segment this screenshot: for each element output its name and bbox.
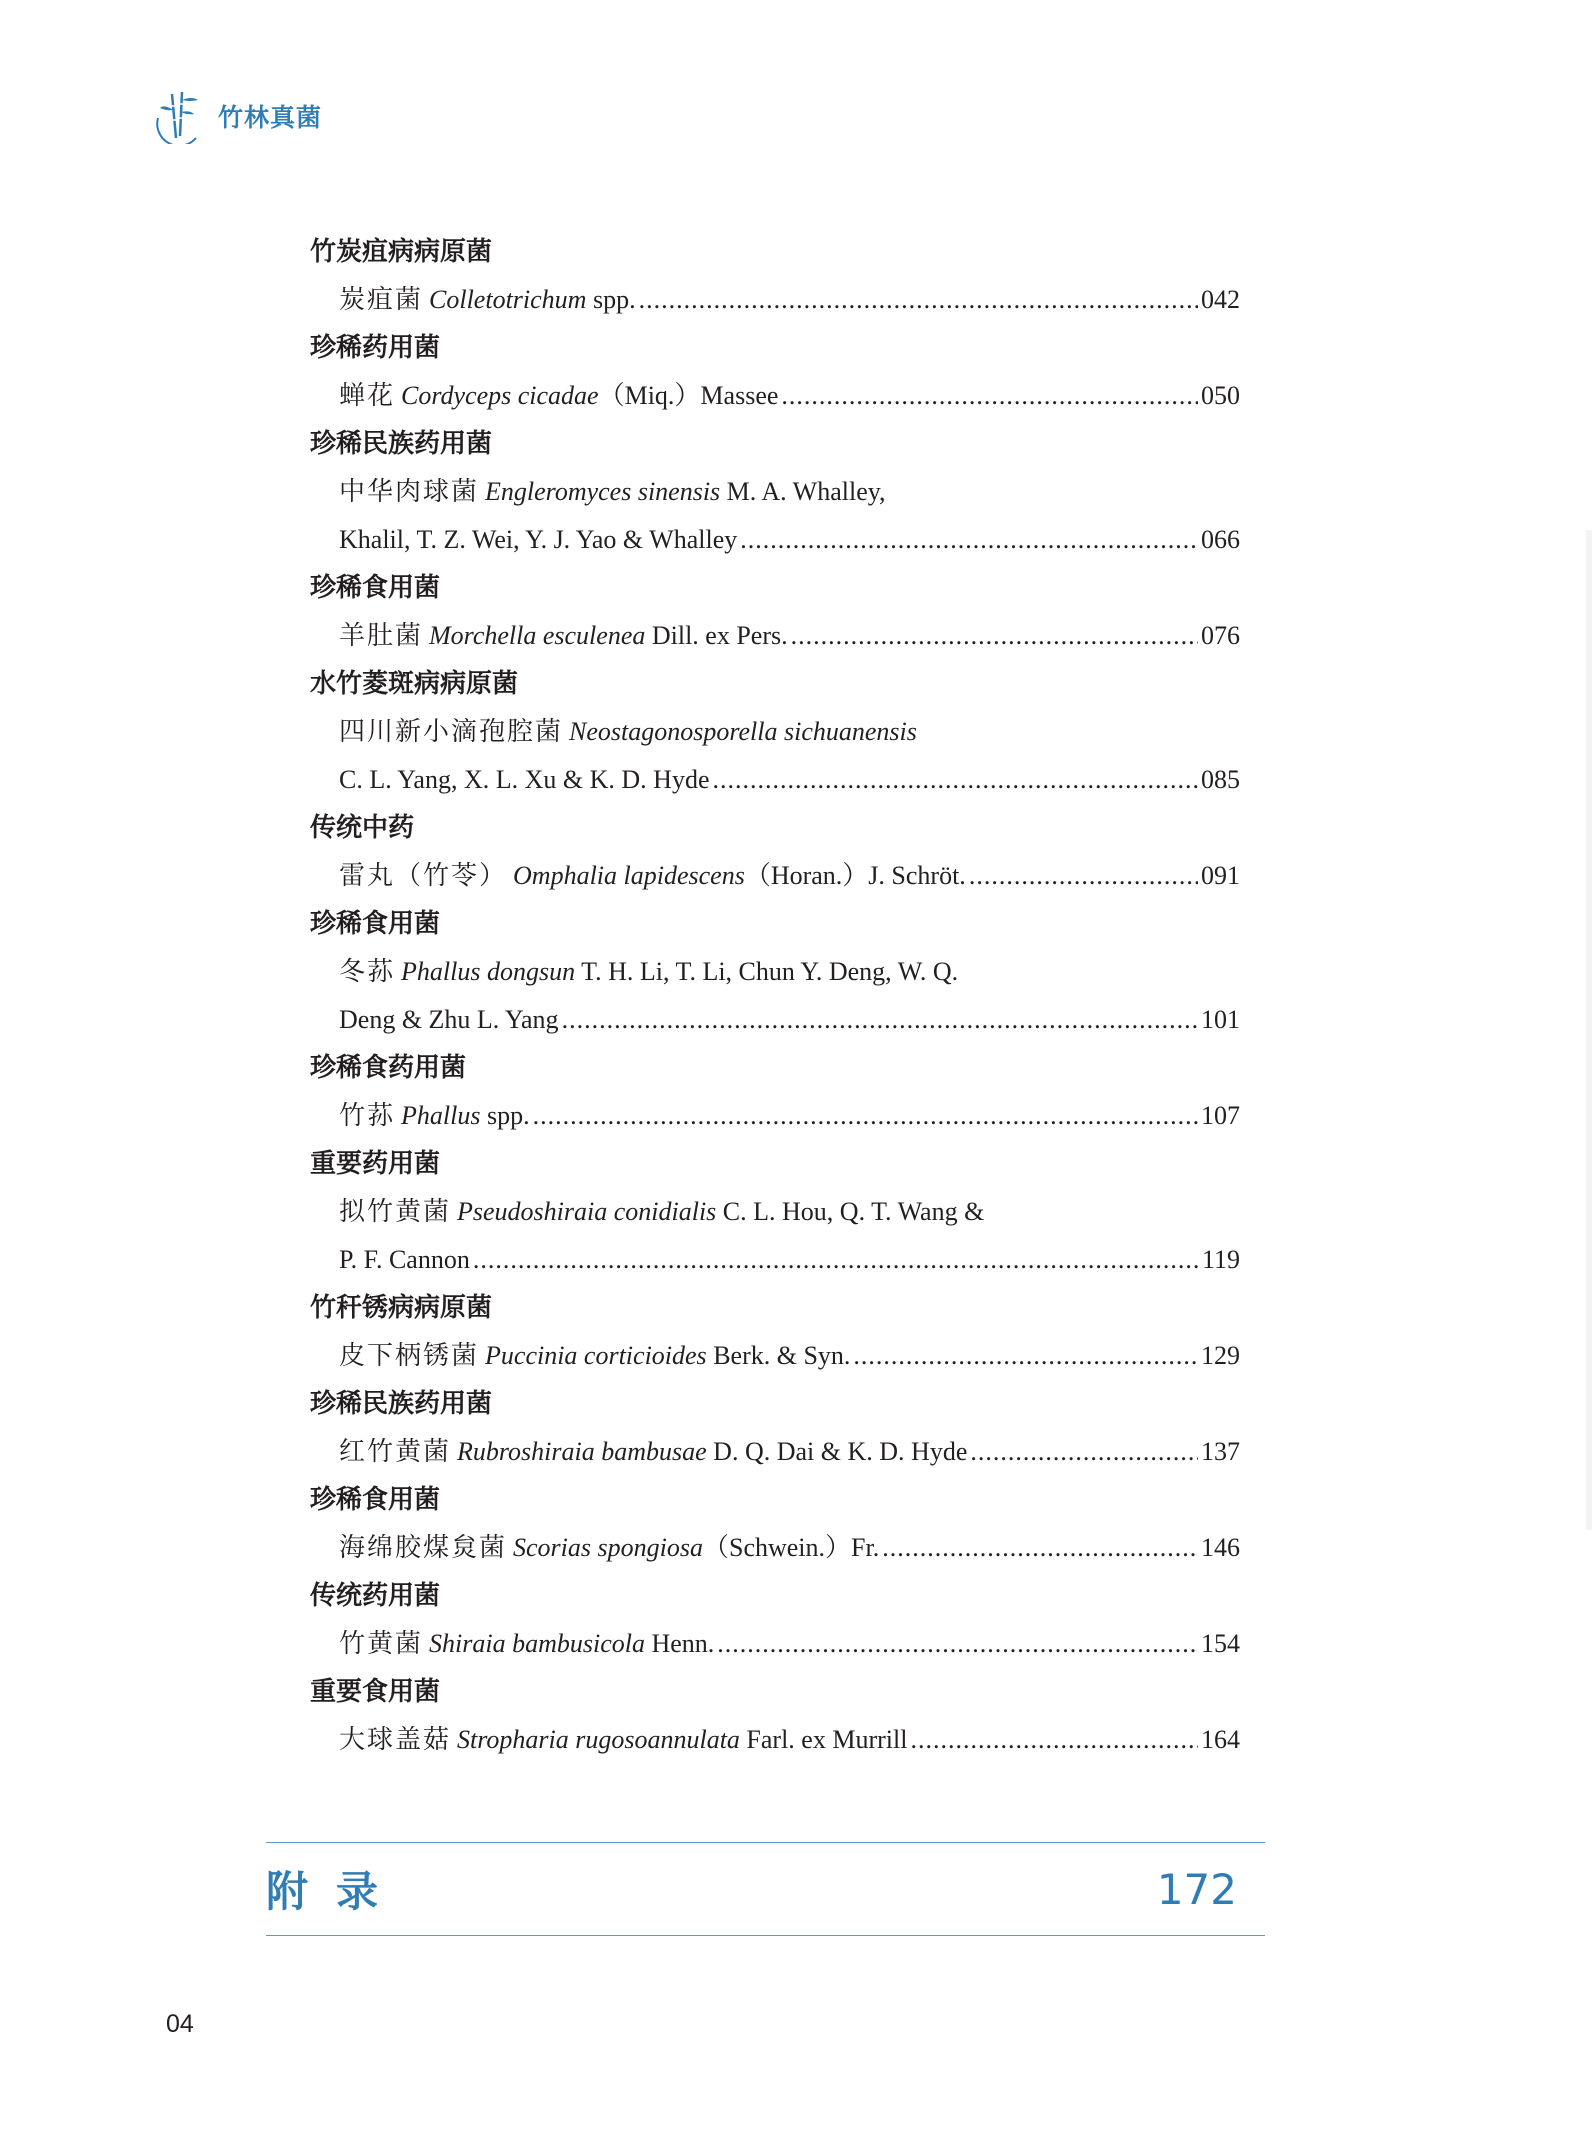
toc-category: 传统药用菌 <box>310 1581 441 1611</box>
chinese-name: 冬荪 <box>339 957 396 987</box>
scientific-name: Pseudoshiraia conidialis <box>457 1197 717 1226</box>
toc-entry-text <box>339 1092 530 1140</box>
toc-page-number: 076 <box>1201 621 1240 650</box>
toc-entry[interactable] <box>310 276 1240 324</box>
toc-page-number: 146 <box>1201 1533 1240 1562</box>
authority: Henn. <box>644 1629 715 1658</box>
toc-entry[interactable] <box>310 1428 1240 1476</box>
running-header <box>152 88 322 144</box>
scientific-name: Puccinia corticioides <box>485 1341 707 1370</box>
toc-entry-text <box>339 1620 714 1668</box>
scientific-name: Rubroshiraia bambusae <box>457 1437 707 1466</box>
toc-category: 水竹菱斑病病原菌 <box>310 669 519 699</box>
toc-entry[interactable] <box>310 1620 1240 1668</box>
dot-leader <box>533 1092 1198 1140</box>
scientific-name: Shiraia bambusicola <box>429 1629 645 1658</box>
toc-page-number: 050 <box>1201 381 1240 410</box>
toc-group <box>310 1380 1240 1476</box>
toc-page-number: 042 <box>1201 285 1240 314</box>
dot-leader <box>562 996 1198 1044</box>
dot-leader <box>910 1716 1198 1764</box>
chinese-name: 竹荪 <box>339 1101 396 1131</box>
toc-category: 珍稀食用菌 <box>310 1485 441 1515</box>
toc-entry[interactable] <box>310 612 1240 660</box>
toc-group <box>310 1284 1240 1380</box>
toc-entry[interactable] <box>310 1236 1240 1284</box>
page-edge <box>1586 530 1592 1530</box>
toc-category: 珍稀民族药用菌 <box>310 1389 493 1419</box>
toc-entry-text <box>339 276 636 324</box>
toc-page-number: 129 <box>1201 1341 1240 1370</box>
toc-category: 珍稀食用菌 <box>310 573 441 603</box>
toc-page-number: 085 <box>1201 765 1240 794</box>
toc-entry[interactable] <box>310 372 1240 420</box>
table-of-contents <box>310 228 1240 1764</box>
toc-entry-text <box>339 708 917 756</box>
authority: （Horan.）J. Schröt. <box>744 861 966 890</box>
toc-entry-text <box>339 1332 850 1380</box>
toc-category: 竹秆锈病病原菌 <box>310 1293 493 1323</box>
authority: Khalil, T. Z. Wei, Y. J. Yao & Whalley <box>339 525 738 554</box>
book-title: 竹林真菌 <box>218 103 323 132</box>
dot-leader <box>713 756 1199 804</box>
chinese-name: 四川新小滴孢腔菌 <box>339 717 564 747</box>
toc-page-number: 091 <box>1201 861 1240 890</box>
dot-leader <box>473 1236 1199 1284</box>
toc-group <box>310 1572 1240 1668</box>
toc-page-number: 164 <box>1201 1725 1240 1754</box>
dot-leader <box>740 516 1198 564</box>
chinese-name: 海绵胶煤炱菌 <box>339 1533 508 1563</box>
toc-entry-text <box>339 1716 907 1764</box>
toc-entry-text <box>339 516 737 564</box>
toc-page-number: 119 <box>1201 1245 1240 1274</box>
chinese-name: 拟竹黄菌 <box>339 1197 452 1227</box>
scientific-name: Stropharia rugosoannulata <box>457 1725 740 1754</box>
authority: P. F. Cannon <box>339 1245 470 1274</box>
toc-page-number: 154 <box>1201 1629 1240 1658</box>
scientific-name: Scorias spongiosa <box>513 1533 703 1562</box>
authority: C. L. Yang, X. L. Xu & K. D. Hyde <box>339 765 710 794</box>
scientific-name: Neostagonosporella sichuanensis <box>569 717 917 746</box>
scientific-name: Morchella esculenea <box>429 621 646 650</box>
dot-leader <box>791 612 1198 660</box>
toc-entry[interactable] <box>310 1524 1240 1572</box>
toc-page-number: 101 <box>1201 1005 1240 1034</box>
toc-group <box>310 1476 1240 1572</box>
toc-page-number: 137 <box>1201 1437 1240 1466</box>
toc-entry[interactable] <box>310 756 1240 804</box>
scientific-name: Engleromyces sinensis <box>485 477 721 506</box>
toc-group <box>310 1140 1240 1284</box>
toc-entry-text <box>339 468 886 516</box>
toc-group <box>310 660 1240 804</box>
dot-leader <box>970 1428 1198 1476</box>
authority: Berk. & Syn. <box>706 1341 851 1370</box>
scientific-name: Phallus dongsun <box>401 957 576 986</box>
toc-group <box>310 1044 1240 1140</box>
dot-leader <box>781 372 1198 420</box>
toc-entry-text <box>339 1236 470 1284</box>
scientific-name: Colletotrichum <box>429 285 587 314</box>
dot-leader <box>639 276 1198 324</box>
appendix-entry[interactable] <box>266 1842 1265 1936</box>
toc-category: 珍稀民族药用菌 <box>310 429 493 459</box>
scientific-name: Cordyceps cicadae <box>401 381 599 410</box>
bamboo-icon <box>152 88 208 144</box>
scientific-name: Phallus <box>401 1101 481 1130</box>
toc-group <box>310 900 1240 1044</box>
toc-group <box>310 564 1240 660</box>
toc-category: 传统中药 <box>310 813 415 843</box>
authority: （Schwein.）Fr. <box>702 1533 880 1562</box>
toc-group <box>310 324 1240 420</box>
toc-entry-text <box>339 1428 967 1476</box>
toc-page-number: 107 <box>1201 1101 1240 1130</box>
toc-entry[interactable] <box>310 708 1240 756</box>
toc-entry-text <box>339 996 559 1044</box>
toc-entry[interactable] <box>310 1716 1240 1764</box>
toc-entry[interactable] <box>310 1188 1240 1236</box>
authority: Dill. ex Pers. <box>645 621 788 650</box>
toc-entry[interactable] <box>310 996 1240 1044</box>
authority: D. Q. Dai & K. D. Hyde <box>706 1437 968 1466</box>
toc-entry-text <box>339 1188 984 1236</box>
authority: T. H. Li, T. Li, Chun Y. Deng, W. Q. <box>575 957 959 986</box>
toc-entry-text <box>339 948 958 996</box>
toc-entry[interactable] <box>310 852 1240 900</box>
toc-entry[interactable] <box>310 948 1240 996</box>
toc-entry[interactable] <box>310 1332 1240 1380</box>
toc-group <box>310 804 1240 900</box>
toc-group <box>310 420 1240 564</box>
appendix-page-number: 172 <box>1156 1864 1237 1914</box>
toc-entry-text <box>339 1524 879 1572</box>
toc-category: 珍稀食药用菌 <box>310 1053 467 1083</box>
authority: Farl. ex Murrill <box>739 1725 908 1754</box>
toc-entry[interactable] <box>310 1092 1240 1140</box>
chinese-name: 竹黄菌 <box>339 1629 424 1659</box>
authority: M. A. Whalley, <box>720 477 886 506</box>
toc-page-number: 066 <box>1201 525 1240 554</box>
chinese-name: 蝉花 <box>339 381 396 411</box>
toc-group <box>310 1668 1240 1764</box>
scientific-name: Omphalia lapidescens <box>513 861 745 890</box>
chinese-name: 中华肉球菌 <box>339 477 480 507</box>
toc-category: 珍稀食用菌 <box>310 909 441 939</box>
page-number: 04 <box>166 2010 194 2038</box>
dot-leader <box>882 1524 1198 1572</box>
authority: C. L. Hou, Q. T. Wang & <box>716 1197 985 1226</box>
chinese-name: 羊肚菌 <box>339 621 424 651</box>
toc-entry[interactable] <box>310 516 1240 564</box>
chinese-name: 大球盖菇 <box>339 1725 452 1755</box>
toc-category: 重要药用菌 <box>310 1149 441 1179</box>
dot-leader <box>969 852 1198 900</box>
toc-entry-text <box>339 372 778 420</box>
toc-entry-text <box>339 756 710 804</box>
appendix-title: 附录 <box>266 1867 407 1916</box>
toc-entry-text <box>339 612 788 660</box>
authority: spp. <box>480 1101 530 1130</box>
authority: （Miq.）Massee <box>598 381 779 410</box>
dot-leader <box>717 1620 1198 1668</box>
dot-leader <box>853 1332 1198 1380</box>
toc-category: 珍稀药用菌 <box>310 333 441 363</box>
chinese-name: 炭疽菌 <box>339 285 424 315</box>
toc-group <box>310 228 1240 324</box>
toc-category: 竹炭疽病病原菌 <box>310 237 493 267</box>
toc-entry-text <box>339 852 966 900</box>
chinese-name: 皮下柄锈菌 <box>339 1341 480 1371</box>
authority: Deng & Zhu L. Yang <box>339 1005 559 1034</box>
chinese-name: 雷丸（竹苓） <box>339 861 508 891</box>
toc-category: 重要食用菌 <box>310 1677 441 1707</box>
chinese-name: 红竹黄菌 <box>339 1437 452 1467</box>
toc-entry[interactable] <box>310 468 1240 516</box>
authority: spp. <box>586 285 636 314</box>
